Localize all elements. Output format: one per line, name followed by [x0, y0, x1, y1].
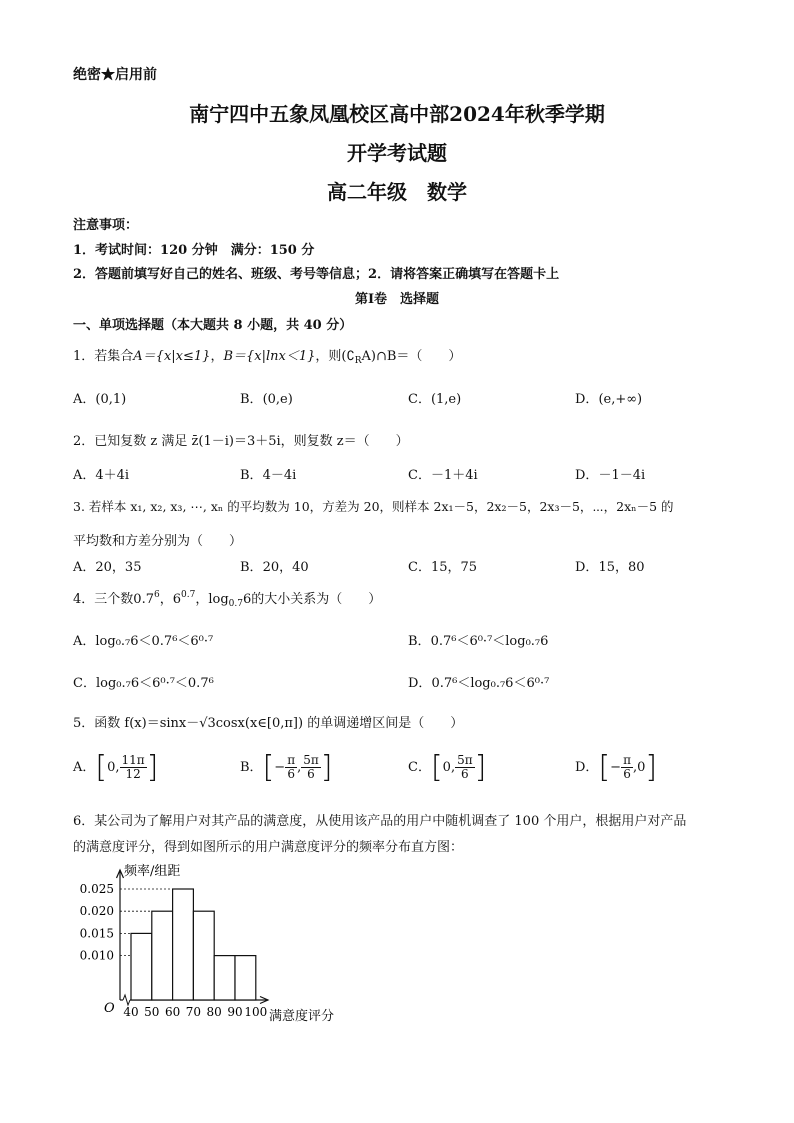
q4-option-c[interactable]: C．log₀.₇6＜6⁰·⁷＜0.7⁶	[73, 676, 214, 691]
grade-subject: 高二年级 数学	[327, 180, 467, 204]
q4-option-a[interactable]: A．log₀.₇6＜0.7⁶＜6⁰·⁷	[73, 634, 214, 649]
y-axis-label: 频率/组距	[124, 864, 181, 879]
q3-option-a[interactable]: A．20，35	[73, 560, 142, 575]
q5-option-c[interactable]: C．[0, $\frac{5\pi}{6}$ ]	[408, 750, 487, 785]
histogram-bar	[152, 911, 173, 1000]
question-6-cont: 的满意度评分，得到如图所示的用户满意度评分的频率分布直方图：	[73, 840, 464, 855]
q4-option-d[interactable]: D．0.7⁶＜log₀.₇6＜6⁰·⁷	[408, 676, 550, 691]
x-tick-label: 100	[244, 1005, 268, 1019]
exam-subtitle: 开学考试题	[347, 141, 447, 165]
x-axis-label: 满意度评分	[269, 1009, 335, 1024]
x-tick-label: 80	[206, 1005, 222, 1019]
note-2: 2．答题前填写好自己的姓名、班级、考号等信息；2．请将答案正确填写在答题卡上	[73, 267, 560, 282]
q4-option-b[interactable]: B．0.7⁶＜6⁰·⁷＜log₀.₇6	[408, 634, 549, 649]
question-5: 5．函数 f(x)＝sinx－√3cosx(x∈[0,π]) 的单调递增区间是（ ）	[73, 716, 464, 731]
q5-option-d[interactable]: D．[− $\frac{\pi}{6}$ ,0]	[575, 750, 658, 785]
histogram-bar	[235, 956, 256, 1000]
q2-option-b[interactable]: B．4－4i	[240, 468, 297, 483]
section-title: 第Ⅰ卷 选择题	[354, 292, 440, 307]
x-tick-label: 50	[144, 1005, 160, 1019]
question-1: 1．若集合A＝{x|x≤1}，B＝{x|lnx＜1}，则$(∁_RA)\cap B=$（ ）	[73, 349, 462, 366]
note-1: 1．考试时间：120 分钟 满分：150 分	[73, 243, 315, 258]
confidential-mark: 绝密★启用前	[73, 67, 157, 83]
q5-option-b[interactable]: B．[− $\frac{\pi}{6}$ , $\frac{5\pi}{6}$ ]	[240, 750, 333, 785]
notes-heading: 注意事项：	[73, 218, 139, 233]
x-axis-break	[123, 995, 130, 1005]
x-tick-label: 90	[227, 1005, 243, 1019]
y-tick-label: 0.015	[79, 926, 114, 941]
q1-option-c[interactable]: C．(1,e)	[408, 392, 462, 407]
part-heading: 一、单项选择题（本大题共 8 小题，共 40 分）	[73, 318, 353, 333]
q1-option-a[interactable]: A．(0,1)	[73, 392, 127, 407]
exam-title: 南宁四中五象凤凰校区高中部2024年秋季学期	[189, 102, 605, 126]
q2-option-c[interactable]: C．－1＋4i	[408, 468, 478, 483]
q5-option-a[interactable]: A．[0, $\frac{11\pi}{12}$ ]	[73, 750, 159, 785]
y-tick-label: 0.025	[79, 882, 114, 896]
q3-option-b[interactable]: B．20，40	[240, 560, 309, 575]
x-tick-label: 60	[164, 1005, 181, 1019]
y-tick-label: 0.020	[79, 904, 114, 919]
histogram-bar	[131, 933, 152, 1000]
histogram-bar	[214, 956, 235, 1000]
y-tick-label: 0.010	[79, 948, 114, 963]
origin-label: O	[104, 1001, 115, 1016]
q3-option-d[interactable]: D．15，80	[575, 560, 645, 575]
histogram-bar	[173, 889, 194, 1000]
x-tick-label: 70	[185, 1005, 202, 1019]
q3-option-c[interactable]: C．15，75	[408, 560, 478, 575]
q1-option-d[interactable]: D．(e,+∞)	[575, 392, 643, 407]
q1-option-b[interactable]: B．(0,e)	[240, 392, 293, 407]
question-6: 6．某公司为了解用户对其产品的满意度，从使用该产品的用户中随机调查了 100 个用户，根据用户对产品	[73, 814, 687, 829]
question-3: 3. 若样本 x₁, x₂, x₃, ⋯, xₙ 的平均数为 10，方差为 20，则样本 2x₁－5，2x₂－5，2x₃－5，⋯，2xₙ－5 的	[73, 499, 674, 514]
q2-option-d[interactable]: D．－1－4i	[575, 468, 646, 483]
question-4: 4．三个数$0.7^6$，$6^{0.7}$，$\log_{0.7}6$的大小关系为（ ）	[73, 590, 382, 609]
question-2: 2．已知复数 z 满足 z̄(1－i)＝3＋5i，则复数 z＝（ ）	[73, 434, 409, 449]
q2-option-a[interactable]: A．4＋4i	[73, 468, 130, 483]
histogram-bar	[193, 911, 214, 1000]
x-tick-label: 40	[123, 1005, 139, 1019]
question-3-cont: 平均数和方差分别为（ ）	[73, 534, 243, 549]
